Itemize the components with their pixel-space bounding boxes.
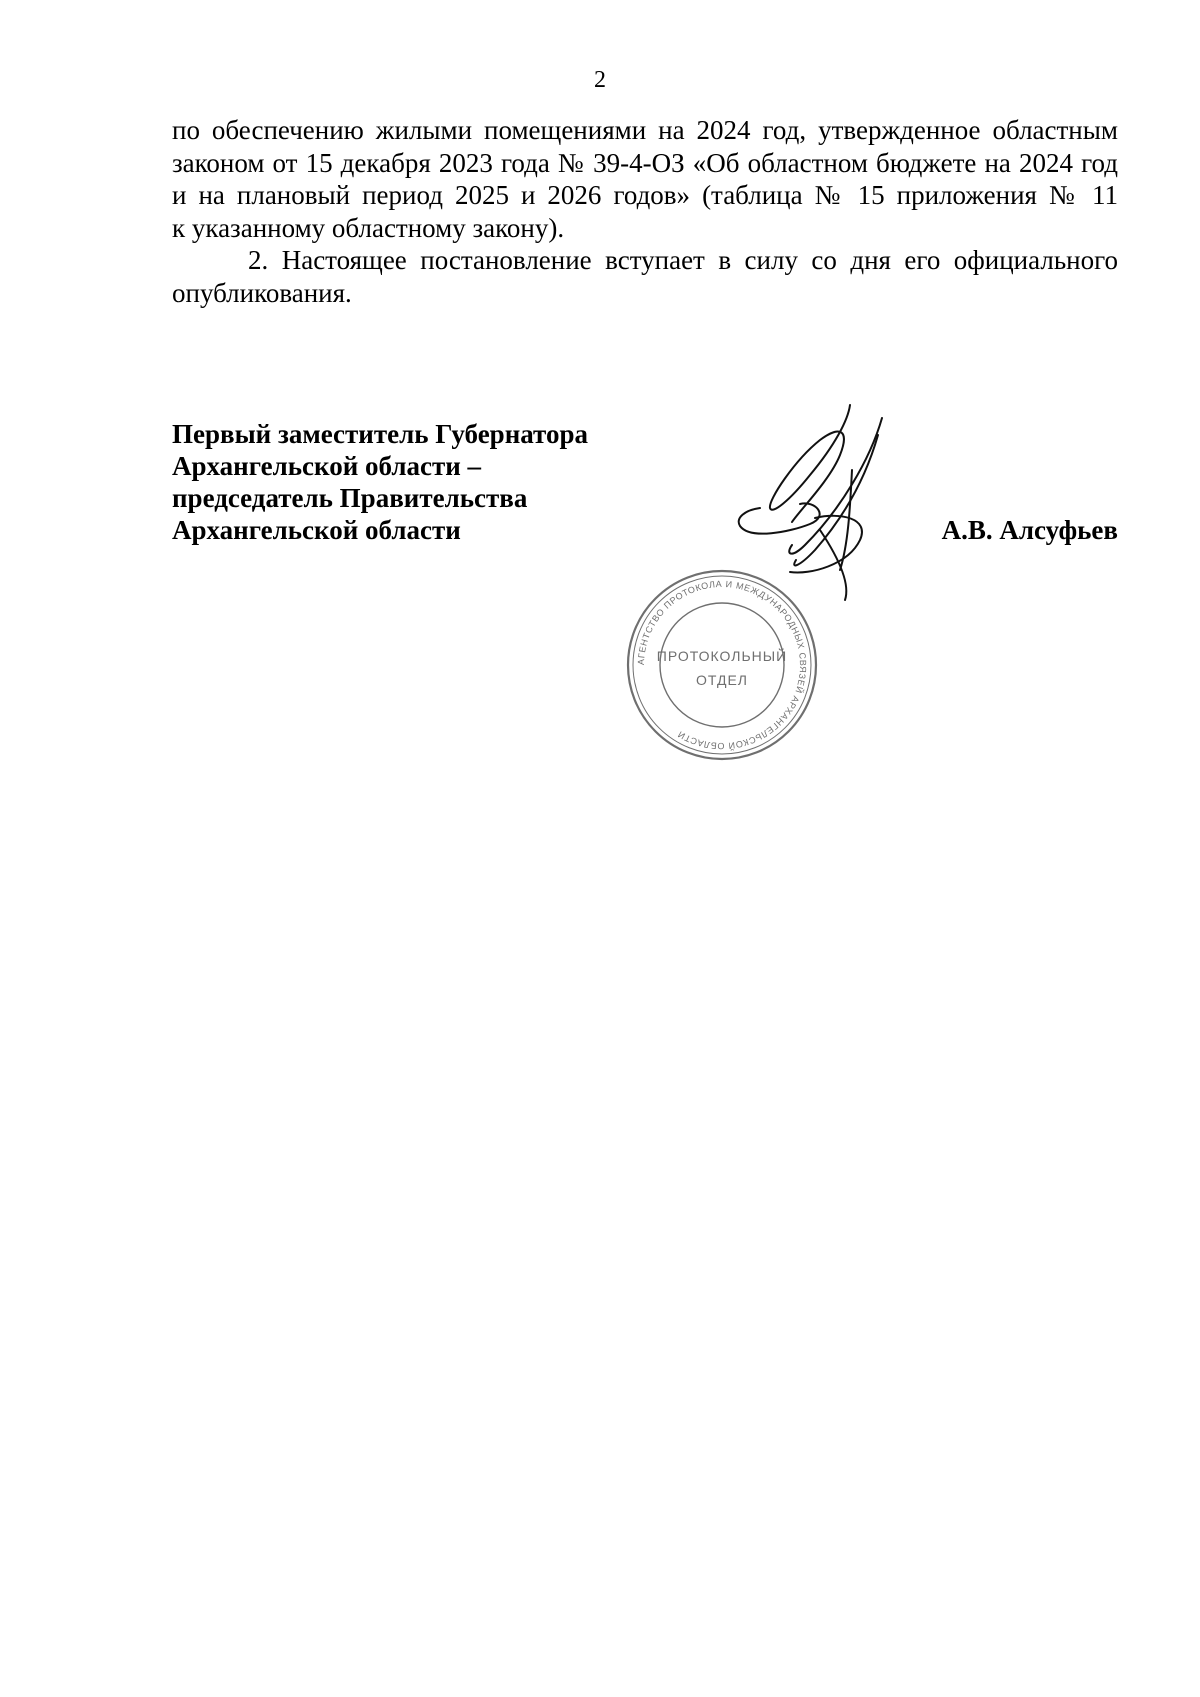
signatory-title [172,418,692,546]
signatory-name: А.В. Алсуфьев [941,515,1118,545]
body-line: по обеспечению жилыми помещениями на 2024 год, утвержденное областным [172,115,1118,145]
signatory-title-line: Архангельской области – [172,451,482,481]
signatory-title-line: председатель Правительства [172,483,528,513]
body-line: законом от 15 декабря 2023 года № 39-4-ОЗ «Об областном бюджете на 2024 год [172,147,1118,178]
body-line: опубликования. [172,277,352,308]
signatory-title-line: Архангельской области [172,515,461,545]
seal-center-text-line2: ОТДЕЛ [696,672,748,688]
body-line: 2. Настоящее постановление вступает в силу со дня его официального [248,245,1118,275]
seal-center-text-line1: ПРОТОКОЛЬНЫЙ [656,648,788,664]
page-number: 2 [594,67,606,93]
signatory-title-line: Первый заместитель Губернатора [172,419,588,449]
handwritten-signature [700,400,900,630]
body-line: и на плановый период 2025 и 2026 годов» (таблица № 15 приложения № 11 [172,180,1118,210]
body-line: к указанному областному закону). [172,212,565,243]
document-body [172,114,1118,309]
seal-ring-text: АГЕНТСТВО ПРОТОКОЛА И МЕЖДУНАРОДНЫХ СВЯЗЕЙ АРХАНГЕЛЬСКОЙ ОБЛАСТИ [635,578,809,752]
